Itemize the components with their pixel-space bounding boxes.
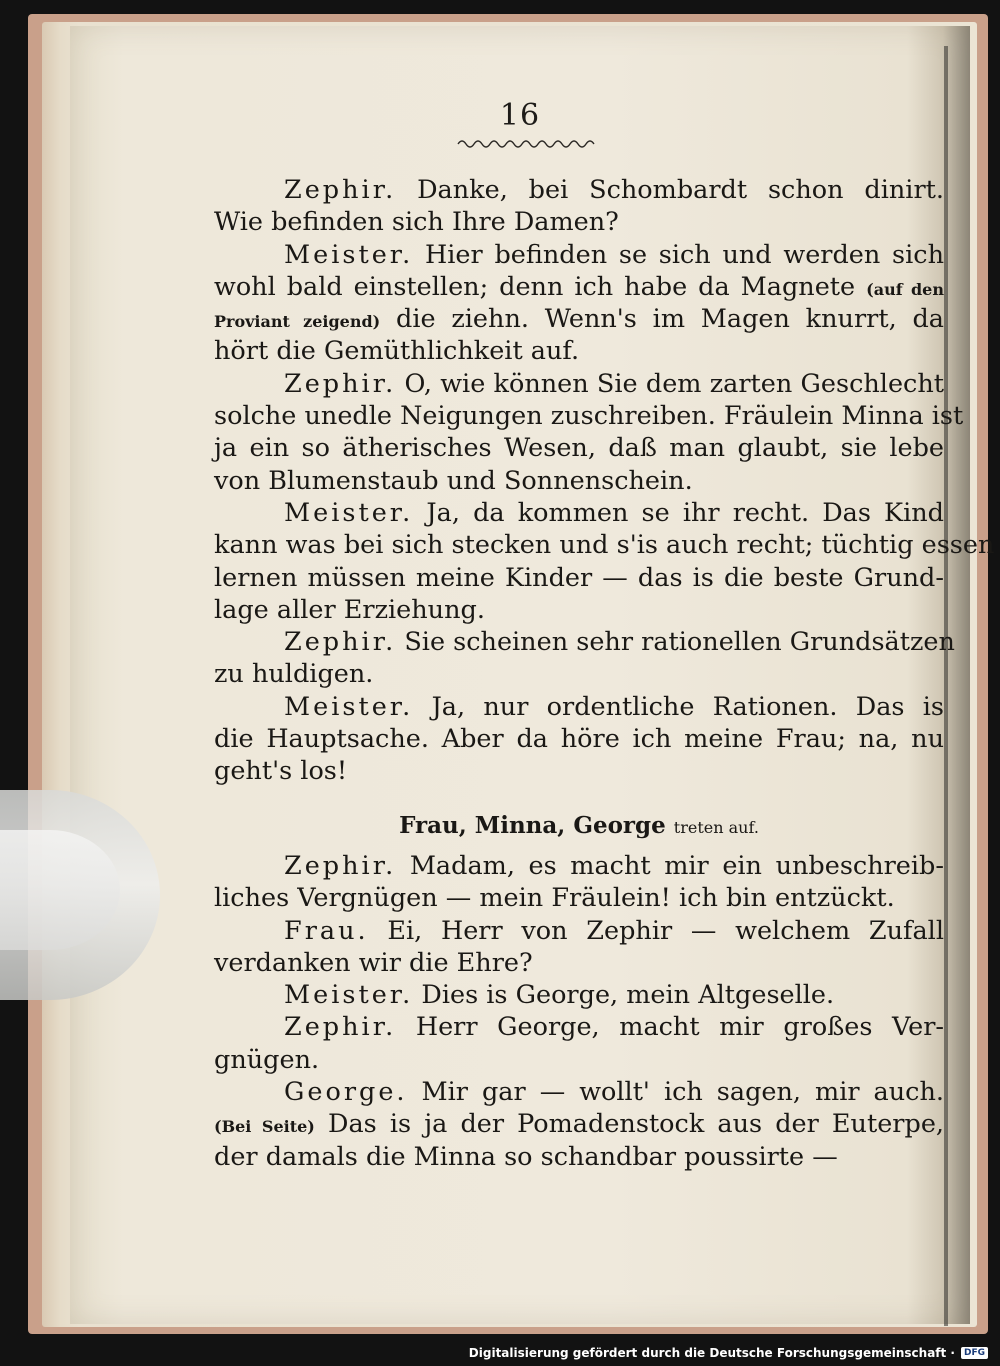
text-line [214, 206, 944, 238]
speaker-name: Meister. [284, 239, 414, 270]
line-text: Dies is George, mein Altgeselle. [421, 980, 835, 1011]
line-text: der damals die Minna so schandbar poussirte — [214, 1141, 838, 1172]
line-text: solche unedle Neigungen zuschreiben. Fräulein Minna ist [214, 401, 964, 432]
text-line [214, 400, 964, 432]
text-line [214, 755, 944, 787]
line-text: ja ein so ätherisches Wesen, daß man glaubt, sie lebe [214, 433, 944, 464]
dfg-logo: DFG [961, 1347, 988, 1359]
speaker-name: Meister. [284, 980, 414, 1011]
stage-direction-names: Frau, Minna, George [399, 811, 666, 839]
speaker-name: Frau. [284, 915, 369, 946]
spine-shadow [944, 46, 948, 1326]
text-line [214, 691, 944, 723]
text-line [214, 562, 944, 594]
text-line [214, 174, 944, 206]
line-text: Ei, Herr von Zephir — welchem Zufall [387, 915, 944, 946]
text-line [214, 1044, 944, 1076]
line-text: Ja, nur ordentliche Rationen. Das is [431, 691, 944, 722]
speaker-name: Zephir. [284, 175, 397, 205]
line-text: hört die Gemüthlichkeit auf. [214, 336, 580, 367]
speaker-name: Zephir. [284, 850, 397, 881]
stage-direction [214, 810, 944, 842]
line-text: Madam, es macht mir ein unbeschreib- [409, 850, 944, 881]
text-line [214, 1141, 944, 1173]
page-text [214, 174, 995, 1173]
text-line [214, 368, 944, 400]
stage-note: Proviant zeigend) [214, 312, 381, 332]
line-text: O, wie können Sie dem zarten Geschlecht [404, 368, 944, 399]
speaker-name: George. [284, 1077, 408, 1108]
line-text: wohl bald einstellen; denn ich habe da Magnete [214, 271, 856, 302]
text-line [214, 271, 944, 303]
text-line [214, 1108, 944, 1140]
line-text: zu huldigen. [214, 659, 374, 690]
speaker-name: Meister. [284, 691, 414, 722]
text-line [214, 432, 944, 464]
line-text: die Hauptsache. Aber da höre ich meine Frau; na, nu [214, 724, 944, 755]
line-text: Danke, bei Schombardt schon dinirt. [417, 175, 945, 205]
text-line [214, 947, 944, 979]
speaker-name: Meister. [284, 497, 414, 528]
stage-note: (auf den [866, 279, 944, 299]
text-line [214, 658, 944, 690]
text-line [214, 850, 944, 882]
text-line [214, 335, 944, 367]
stage-direction-action: treten auf. [673, 817, 759, 837]
line-text: geht's los! [214, 756, 348, 787]
text-line [214, 303, 944, 335]
line-text: lernen müssen meine Kinder — das is die beste Grund- [214, 562, 944, 593]
page-number: 16 [499, 98, 541, 133]
book-page [70, 26, 995, 1324]
text-line [214, 529, 995, 561]
line-text: Das is ja der Pomadenstock aus der Euterpe, [328, 1109, 945, 1140]
line-text: Wie befinden sich Ihre Damen? [214, 207, 619, 238]
footer-credit [469, 1346, 988, 1360]
line-text: liches Vergnügen — mein Fräulein! ich bin entzückt. [214, 883, 895, 914]
footer-credit-text: Digitalisierung gefördert durch die Deutsche Forschungsgemeinschaft · [468, 1346, 955, 1360]
line-text: verdanken wir die Ehre? [214, 947, 533, 978]
speaker-name: Zephir. [284, 368, 397, 399]
text-line [214, 882, 944, 914]
text-line [214, 626, 955, 658]
text-line [214, 723, 944, 755]
line-text: lage aller Erziehung. [214, 594, 485, 625]
speaker-name: Zephir. [284, 627, 397, 658]
text-line [214, 594, 944, 626]
line-text: die ziehn. Wenn's im Magen knurrt, da [396, 304, 944, 335]
text-line [214, 915, 944, 947]
text-line [214, 465, 944, 497]
line-text: von Blumenstaub und Sonnenschein. [214, 465, 693, 496]
stage-note: (Bei Seite) [214, 1117, 315, 1137]
text-line [214, 1076, 944, 1108]
text-line [214, 497, 944, 529]
line-text: Herr George, macht mir großes Ver- [415, 1012, 944, 1043]
line-text: Mir gar — wollt' ich sagen, mir auch. [421, 1077, 944, 1108]
wavy-rule-ornament [456, 136, 596, 148]
text-line [214, 239, 944, 271]
text-line [214, 979, 944, 1011]
line-text: Hier befinden se sich und werden sich [425, 239, 944, 270]
line-text: Sie scheinen sehr rationellen Grundsätzen [404, 627, 955, 658]
text-line [214, 1011, 944, 1043]
line-text: gnügen. [214, 1044, 320, 1075]
line-text: Ja, da kommen se ihr recht. Das Kind [426, 497, 945, 528]
speaker-name: Zephir. [284, 1012, 397, 1043]
line-text: kann was bei sich stecken und s'is auch recht; tüchtig essen [214, 530, 995, 561]
